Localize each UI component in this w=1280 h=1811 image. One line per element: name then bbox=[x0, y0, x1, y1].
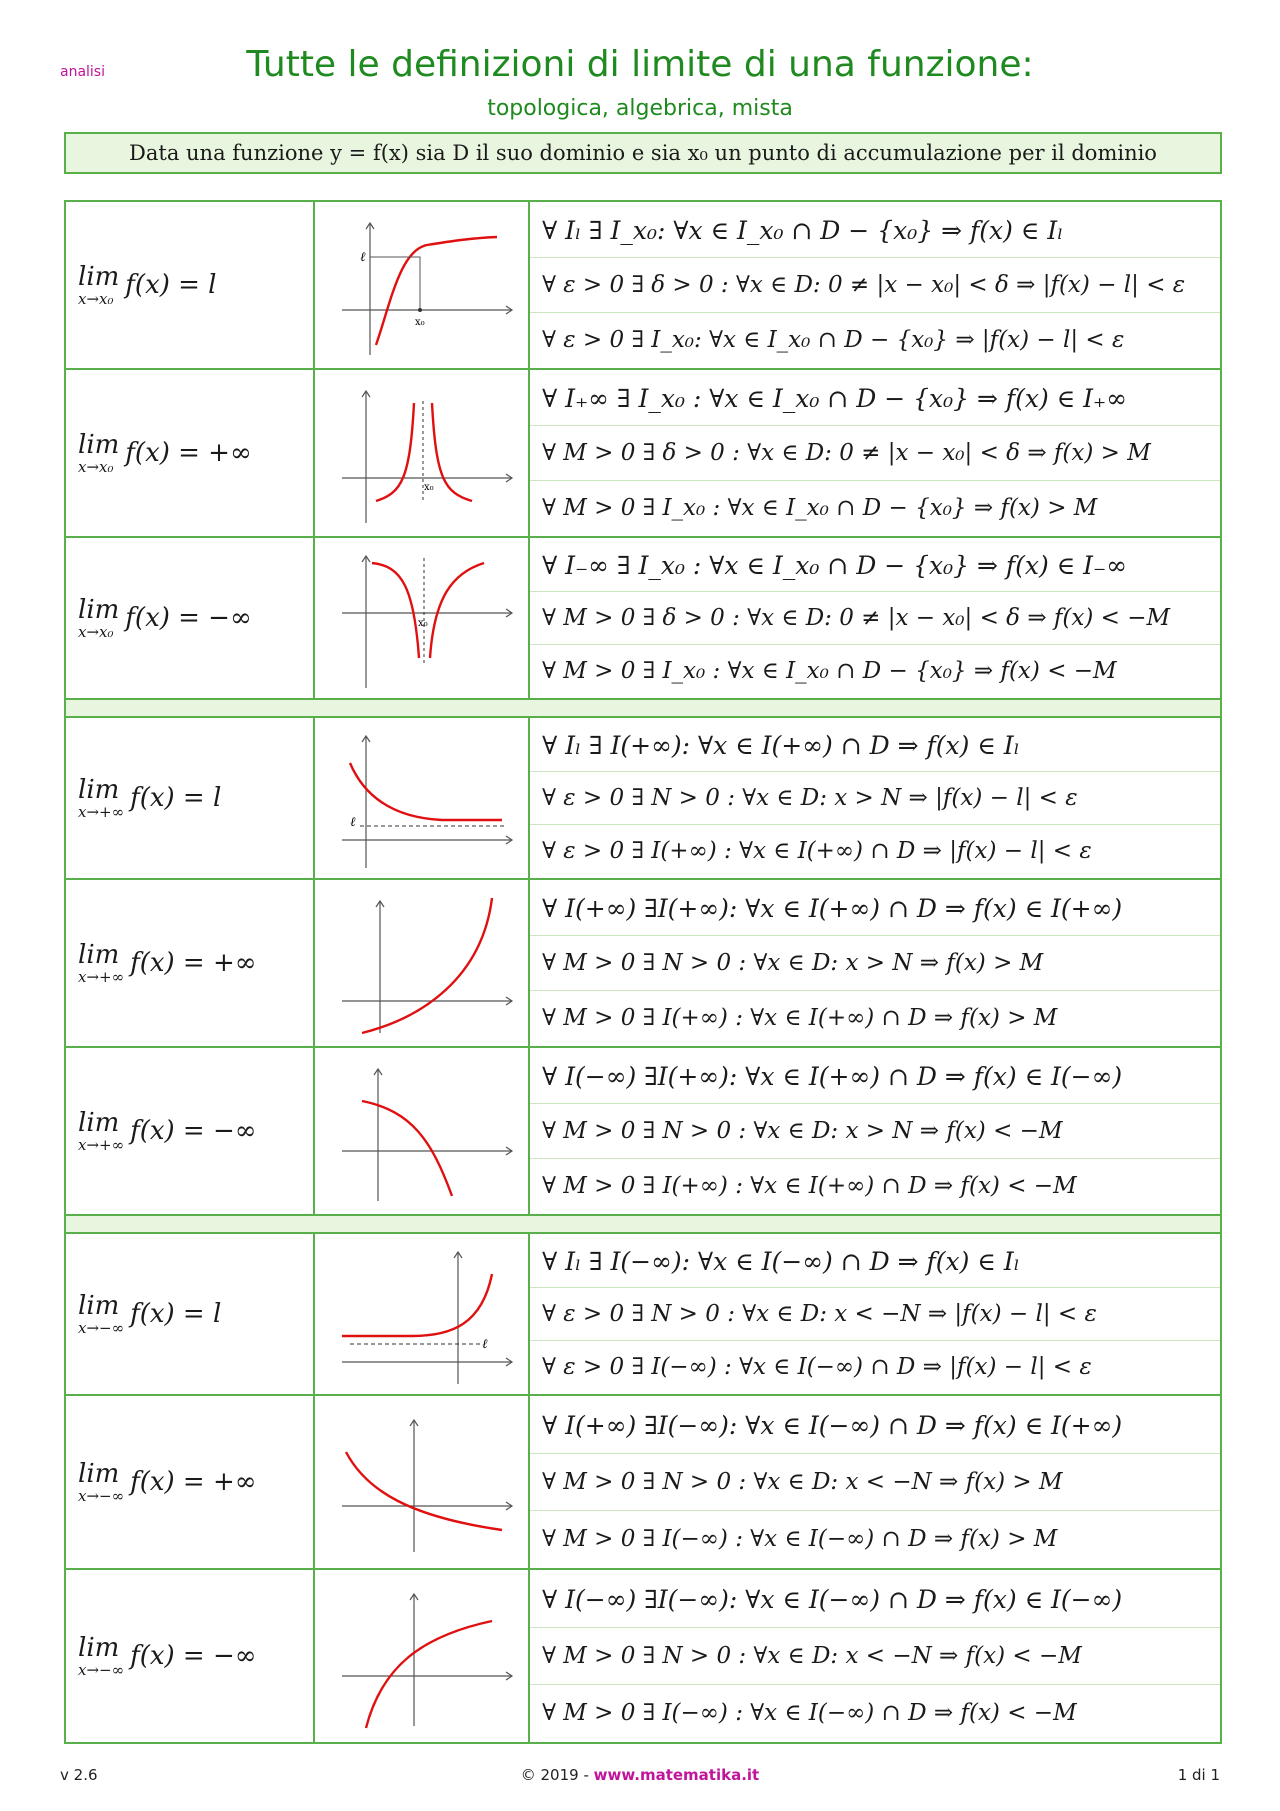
algebraic-definition: ∀ ε > 0 ∃ N > 0 : ∀x ∈ D: x > N ⇒ |f(x) − l| < ε bbox=[530, 772, 1220, 825]
definitions-cell bbox=[529, 1233, 1221, 1395]
limit-row bbox=[65, 369, 1221, 537]
algebraic-definition: ∀ M > 0 ∃ N > 0 : ∀x ∈ D: x > N ⇒ f(x) > M bbox=[530, 936, 1220, 991]
mixed-definition: ∀ M > 0 ∃ I(−∞) : ∀x ∈ I(−∞) ∩ D ⇒ f(x) < −M bbox=[542, 1700, 1077, 1726]
mixed-definition: ∀ M > 0 ∃ I_x₀ : ∀x ∈ I_x₀ ∩ D − {x₀} ⇒ f(x) < −M bbox=[542, 658, 1117, 684]
limit-cell bbox=[65, 537, 314, 699]
lim-word: lim bbox=[78, 1459, 120, 1489]
limits-table bbox=[64, 200, 1222, 1744]
lim-rhs: f(x) = −∞ bbox=[130, 1641, 257, 1671]
algebraic-definition: ∀ M > 0 ∃ N > 0 : ∀x ∈ D: x < −N ⇒ f(x) < −M bbox=[530, 1628, 1220, 1685]
lim-rhs: f(x) = +∞ bbox=[130, 948, 257, 978]
lim-subscript: x→−∞ bbox=[78, 1319, 125, 1337]
limit-row bbox=[65, 537, 1221, 699]
lim-rhs: f(x) = l bbox=[130, 783, 222, 813]
limit-cell bbox=[65, 1569, 314, 1743]
page-subtitle: topologica, algebrica, mista bbox=[487, 96, 793, 121]
limit-cell bbox=[65, 879, 314, 1047]
function-graph bbox=[322, 718, 522, 878]
lim-rhs: f(x) = −∞ bbox=[130, 1116, 257, 1146]
lim-word: lim bbox=[78, 775, 120, 805]
algebraic-definition: ∀ M > 0 ∃ δ > 0 : ∀x ∈ D: 0 ≠ |x − x₀| < δ ⇒ f(x) > M bbox=[530, 426, 1220, 481]
topological-definition: ∀ I₋∞ ∃ I_x₀ : ∀x ∈ I_x₀ ∩ D − {x₀} ⇒ f(x) ∈ I₋∞ bbox=[530, 539, 1220, 592]
limit-row bbox=[65, 201, 1221, 369]
limit-row bbox=[65, 1395, 1221, 1569]
lim-subscript: x→+∞ bbox=[78, 1136, 125, 1154]
x0-label: x₀ bbox=[417, 618, 428, 629]
section-separator bbox=[65, 1215, 1221, 1233]
plot-cell bbox=[314, 1395, 529, 1569]
lim-subscript: x→x₀ bbox=[78, 290, 114, 308]
definitions-cell bbox=[529, 1395, 1221, 1569]
definitions-cell bbox=[529, 879, 1221, 1047]
lim-subscript: x→+∞ bbox=[78, 968, 125, 986]
l-label: ℓ bbox=[359, 250, 366, 265]
plot-cell bbox=[314, 537, 529, 699]
definitions-cell bbox=[529, 1569, 1221, 1743]
plot-cell bbox=[314, 1569, 529, 1743]
limit-cell bbox=[65, 717, 314, 879]
mixed-definition: ∀ ε > 0 ∃ I_x₀: ∀x ∈ I_x₀ ∩ D − {x₀} ⇒ |f(x) − l| < ε bbox=[542, 327, 1125, 353]
x0-label: x₀ bbox=[414, 317, 425, 328]
limit-cell bbox=[65, 369, 314, 537]
mixed-definition: ∀ M > 0 ∃ I(+∞) : ∀x ∈ I(+∞) ∩ D ⇒ f(x) > M bbox=[542, 1005, 1058, 1031]
page-number: 1 di 1 bbox=[1177, 1766, 1220, 1784]
function-graph bbox=[322, 1051, 522, 1211]
limit-cell bbox=[65, 1395, 314, 1569]
topological-definition: ∀ I(+∞) ∃I(−∞): ∀x ∈ I(−∞) ∩ D ⇒ f(x) ∈ I(+∞) bbox=[530, 1397, 1220, 1454]
limit-cell bbox=[65, 1233, 314, 1395]
algebraic-definition: ∀ ε > 0 ∃ N > 0 : ∀x ∈ D: x < −N ⇒ |f(x) − l| < ε bbox=[530, 1288, 1220, 1341]
lim-subscript: x→−∞ bbox=[78, 1661, 125, 1679]
mixed-definition: ∀ ε > 0 ∃ I(−∞) : ∀x ∈ I(−∞) ∩ D ⇒ |f(x) − l| < ε bbox=[542, 1354, 1092, 1380]
plot-cell bbox=[314, 369, 529, 537]
lim-rhs: f(x) = −∞ bbox=[125, 603, 252, 633]
function-graph bbox=[322, 1576, 522, 1736]
l-label: ℓ bbox=[481, 1337, 488, 1352]
lim-subscript: x→x₀ bbox=[78, 623, 114, 641]
function-graph bbox=[322, 373, 522, 533]
definitions-cell bbox=[529, 201, 1221, 369]
lim-word: lim bbox=[78, 940, 120, 970]
mixed-definition: ∀ ε > 0 ∃ I(+∞) : ∀x ∈ I(+∞) ∩ D ⇒ |f(x) − l| < ε bbox=[542, 838, 1092, 864]
lim-subscript: x→x₀ bbox=[78, 458, 114, 476]
plot-cell bbox=[314, 879, 529, 1047]
mixed-definition: ∀ M > 0 ∃ I_x₀ : ∀x ∈ I_x₀ ∩ D − {x₀} ⇒ f(x) > M bbox=[542, 495, 1098, 521]
definitions-cell bbox=[529, 717, 1221, 879]
plot-cell bbox=[314, 1233, 529, 1395]
definitions-cell bbox=[529, 537, 1221, 699]
limit-cell bbox=[65, 201, 314, 369]
lim-word: lim bbox=[78, 430, 120, 460]
algebraic-definition: ∀ ε > 0 ∃ δ > 0 : ∀x ∈ D: 0 ≠ |x − x₀| < δ ⇒ |f(x) − l| < ε bbox=[530, 258, 1220, 313]
lim-subscript: x→−∞ bbox=[78, 1487, 125, 1505]
definitions-cell bbox=[529, 369, 1221, 537]
function-graph bbox=[322, 205, 522, 365]
algebraic-definition: ∀ M > 0 ∃ δ > 0 : ∀x ∈ D: 0 ≠ |x − x₀| < δ ⇒ f(x) < −M bbox=[530, 592, 1220, 645]
lim-rhs: f(x) = l bbox=[125, 270, 217, 300]
topological-definition: ∀ Iₗ ∃ I(−∞): ∀x ∈ I(−∞) ∩ D ⇒ f(x) ∈ Iₗ bbox=[530, 1235, 1220, 1288]
lim-rhs: f(x) = +∞ bbox=[130, 1467, 257, 1497]
page-title: Tutte le definizioni di limite di una funzione: bbox=[246, 44, 1034, 85]
lim-rhs: f(x) = +∞ bbox=[125, 438, 252, 468]
premise-box: Data una funzione y = f(x) sia D il suo dominio e sia x₀ un punto di accumulazione per il dominio bbox=[64, 132, 1222, 174]
function-graph bbox=[322, 1402, 522, 1562]
x0-label: x₀ bbox=[423, 482, 434, 493]
lim-word: lim bbox=[78, 1108, 120, 1138]
copyright-text: © 2019 - bbox=[520, 1766, 594, 1784]
topological-definition: ∀ I(−∞) ∃I(+∞): ∀x ∈ I(+∞) ∩ D ⇒ f(x) ∈ I(−∞) bbox=[530, 1049, 1220, 1104]
lim-word: lim bbox=[78, 262, 120, 292]
topological-definition: ∀ Iₗ ∃ I_x₀: ∀x ∈ I_x₀ ∩ D − {x₀} ⇒ f(x) ∈ Iₗ bbox=[530, 203, 1220, 258]
limit-row bbox=[65, 1569, 1221, 1743]
plot-cell bbox=[314, 1047, 529, 1215]
limit-row bbox=[65, 1047, 1221, 1215]
l-label: ℓ bbox=[349, 815, 356, 830]
lim-word: lim bbox=[78, 1633, 120, 1663]
algebraic-definition: ∀ M > 0 ∃ N > 0 : ∀x ∈ D: x < −N ⇒ f(x) > M bbox=[530, 1454, 1220, 1511]
topological-definition: ∀ I(+∞) ∃I(+∞): ∀x ∈ I(+∞) ∩ D ⇒ f(x) ∈ I(+∞) bbox=[530, 881, 1220, 936]
section-separator bbox=[65, 699, 1221, 717]
topological-definition: ∀ I₊∞ ∃ I_x₀ : ∀x ∈ I_x₀ ∩ D − {x₀} ⇒ f(x) ∈ I₊∞ bbox=[530, 371, 1220, 426]
plot-cell bbox=[314, 717, 529, 879]
lim-word: lim bbox=[78, 595, 120, 625]
limit-cell bbox=[65, 1047, 314, 1215]
limit-row bbox=[65, 879, 1221, 1047]
mixed-definition: ∀ M > 0 ∃ I(−∞) : ∀x ∈ I(−∞) ∩ D ⇒ f(x) > M bbox=[542, 1526, 1058, 1552]
topological-definition: ∀ Iₗ ∃ I(+∞): ∀x ∈ I(+∞) ∩ D ⇒ f(x) ∈ Iₗ bbox=[530, 719, 1220, 772]
limit-row bbox=[65, 1233, 1221, 1395]
lim-rhs: f(x) = l bbox=[130, 1299, 222, 1329]
mixed-definition: ∀ M > 0 ∃ I(+∞) : ∀x ∈ I(+∞) ∩ D ⇒ f(x) < −M bbox=[542, 1173, 1077, 1199]
algebraic-definition: ∀ M > 0 ∃ N > 0 : ∀x ∈ D: x > N ⇒ f(x) < −M bbox=[530, 1104, 1220, 1159]
site-link[interactable]: www.matematika.it bbox=[593, 1766, 760, 1784]
version-label: v 2.6 bbox=[60, 1766, 98, 1784]
topological-definition: ∀ I(−∞) ∃I(−∞): ∀x ∈ I(−∞) ∩ D ⇒ f(x) ∈ I(−∞) bbox=[530, 1571, 1220, 1628]
lim-word: lim bbox=[78, 1291, 120, 1321]
copyright-line bbox=[0, 1766, 1280, 1784]
definitions-cell bbox=[529, 1047, 1221, 1215]
plot-cell bbox=[314, 201, 529, 369]
lim-subscript: x→+∞ bbox=[78, 803, 125, 821]
section-tag: analisi bbox=[60, 64, 105, 80]
limit-row bbox=[65, 717, 1221, 879]
function-graph bbox=[322, 1234, 522, 1394]
function-graph bbox=[322, 538, 522, 698]
function-graph bbox=[322, 883, 522, 1043]
